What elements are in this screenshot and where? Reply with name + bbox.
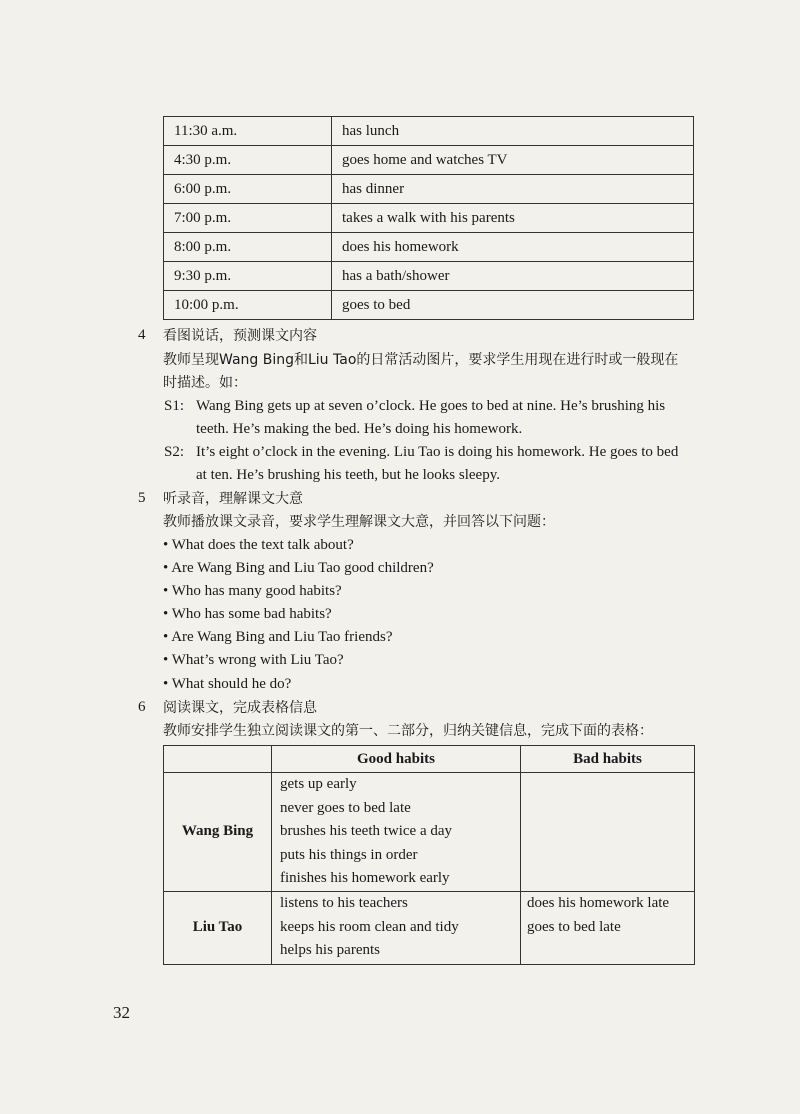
table-row — [164, 117, 694, 146]
section-4-heading: 看图说话，预测课文内容 — [163, 328, 317, 344]
question-item: • Are Wang Bing and Liu Tao good children? — [163, 560, 434, 576]
habit-item: gets up early — [280, 776, 357, 792]
question-item: • What does the text talk about? — [163, 537, 354, 553]
table-row — [164, 891, 695, 964]
table-row — [164, 773, 695, 892]
speaker-label-s2: S2: — [164, 444, 185, 460]
liu-tao-bad-habits — [521, 891, 695, 964]
schedule-time: 11:30 a.m. — [164, 117, 332, 146]
question-item: • Are Wang Bing and Liu Tao friends? — [163, 629, 393, 645]
header-empty-cell — [164, 746, 272, 773]
page-number: 32 — [113, 1003, 130, 1022]
habit-item: listens to his teachers — [280, 894, 408, 911]
table-row — [164, 233, 694, 262]
schedule-time: 9:30 p.m. — [164, 262, 332, 291]
header-bad-habits: Bad habits — [521, 746, 695, 773]
schedule-activity: has a bath/shower — [332, 262, 694, 291]
table-row — [164, 146, 694, 175]
section-4-instruction-line1: 教师呈现Wang Bing和Liu Tao的日常活动图片，要求学生用现在进行时或一般现在 — [163, 352, 679, 368]
section-6-number: 6 — [138, 699, 146, 715]
section-6-instruction: 教师安排学生独立阅读课文的第一、二部分，归纳关键信息，完成下面的表格： — [163, 723, 653, 739]
schedule-time: 10:00 p.m. — [164, 291, 332, 320]
schedule-activity: has dinner — [332, 175, 694, 204]
s1-line1: Wang Bing gets up at seven o’clock. He goes to bed at nine. He’s brushing his — [196, 398, 666, 414]
question-item: • Who has some bad habits? — [163, 606, 332, 622]
row-name-liu-tao: Liu Tao — [164, 891, 272, 964]
question-item: • What should he do? — [163, 676, 292, 692]
habit-item: keeps his room clean and tidy — [280, 918, 459, 935]
table-row — [164, 262, 694, 291]
habit-item: never goes to bed late — [280, 799, 411, 816]
schedule-time: 8:00 p.m. — [164, 233, 332, 262]
wang-bing-bad-habits — [521, 773, 695, 892]
liu-tao-good-habits — [272, 891, 521, 964]
schedule-activity: has lunch — [332, 117, 694, 146]
habit-item: goes to bed late — [527, 918, 621, 935]
header-good-habits: Good habits — [272, 746, 521, 773]
schedule-time: 7:00 p.m. — [164, 204, 332, 233]
schedule-activity: takes a walk with his parents — [332, 204, 694, 233]
habit-item: puts his things in order — [280, 846, 418, 863]
section-4-number: 4 — [138, 327, 146, 343]
habit-item: does his homework late — [527, 894, 670, 911]
s1-line2: teeth. He’s making the bed. He’s doing his homework. — [196, 421, 523, 437]
section-6-heading: 阅读课文，完成表格信息 — [163, 700, 317, 716]
habit-item: brushes his teeth twice a day — [280, 823, 453, 840]
habit-item: helps his parents — [280, 942, 380, 959]
question-item: • What’s wrong with Liu Tao? — [163, 652, 344, 668]
s2-line1: It’s eight o’clock in the evening. Liu Tao is doing his homework. He goes to bed — [196, 444, 679, 460]
question-item: • Who has many good habits? — [163, 583, 342, 599]
table-row — [164, 204, 694, 233]
habits-table — [163, 745, 695, 965]
habit-item: finishes his homework early — [280, 870, 450, 887]
table-header-row — [164, 746, 695, 773]
schedule-time: 4:30 p.m. — [164, 146, 332, 175]
schedule-time: 6:00 p.m. — [164, 175, 332, 204]
wang-bing-good-habits — [272, 773, 521, 892]
schedule-table — [163, 116, 694, 320]
section-5-heading: 听录音，理解课文大意 — [163, 491, 303, 507]
row-name-wang-bing: Wang Bing — [164, 773, 272, 892]
section-5-instruction: 教师播放课文录音，要求学生理解课文大意，并回答以下问题： — [163, 514, 555, 530]
table-row — [164, 291, 694, 320]
schedule-activity: goes home and watches TV — [332, 146, 694, 175]
schedule-activity: goes to bed — [332, 291, 694, 320]
schedule-activity: does his homework — [332, 233, 694, 262]
table-row — [164, 175, 694, 204]
section-5-number: 5 — [138, 490, 146, 506]
section-4-instruction-line2: 时描述。如： — [163, 375, 247, 391]
s2-line2: at ten. He’s brushing his teeth, but he looks sleepy. — [196, 467, 500, 483]
speaker-label-s1: S1: — [164, 398, 185, 414]
